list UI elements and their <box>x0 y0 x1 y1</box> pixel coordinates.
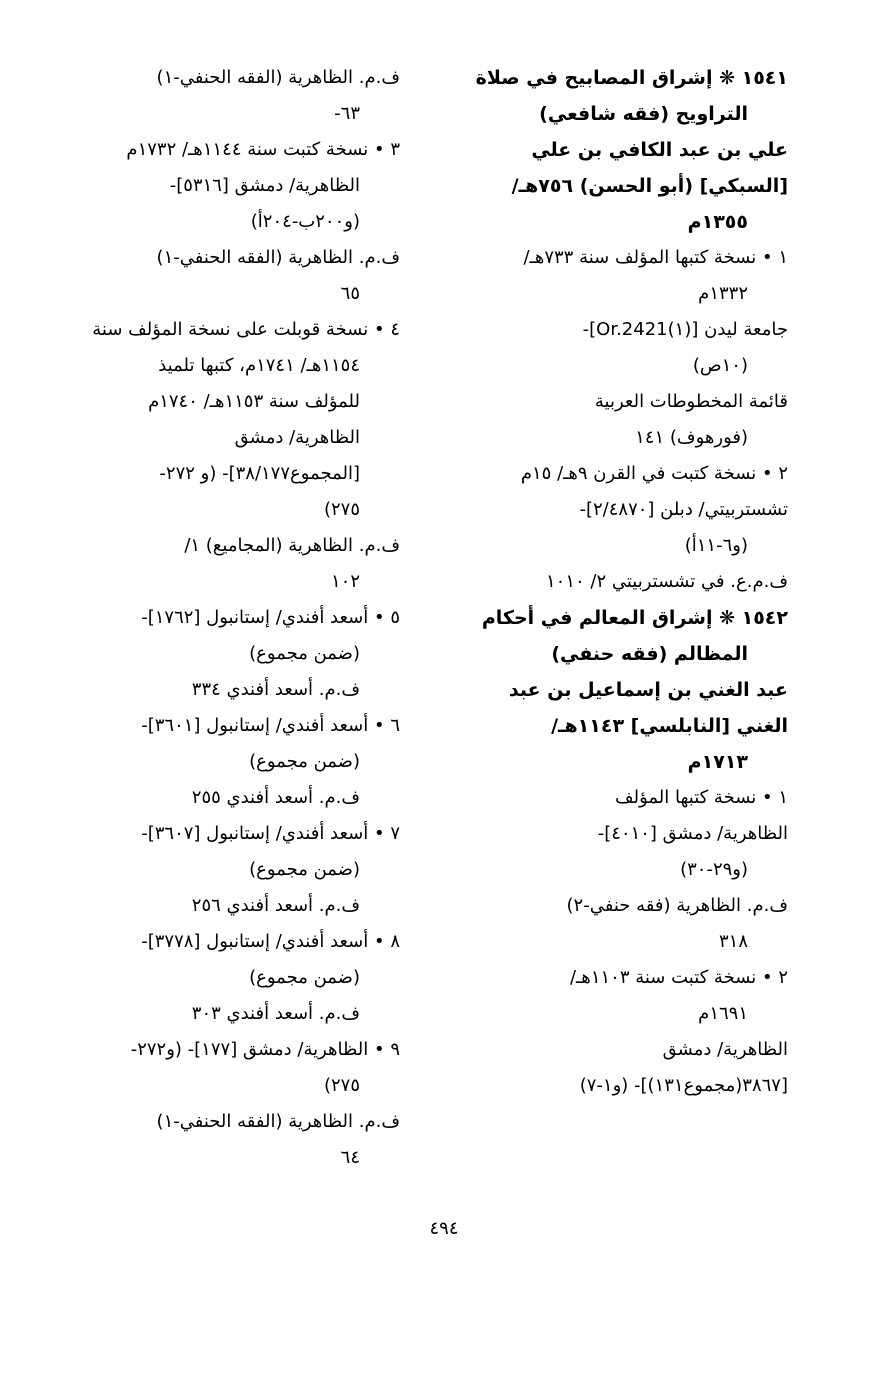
author-line: علي بن عبد الكافي بن علي <box>531 139 788 161</box>
copy-line: ف.م. الظاهرية (فقه حنفي-٢) <box>566 895 788 916</box>
copy-line: ٢ • نسخة كتبت سنة ١١٠٣هـ/ <box>569 967 788 988</box>
left-line: ٣ • نسخة كتبت سنة ١١٤٤هـ/ ١٧٣٢م <box>126 139 400 160</box>
left-line: ف.م. أسعد أفندي ٢٥٦ <box>191 895 360 916</box>
left-line: ف.م. أسعد أفندي ٢٥٥ <box>191 787 360 808</box>
page-number: ٤٩٤ <box>429 1218 459 1239</box>
copy-line: تشستربيتي/ دبلن [٢/٤٨٧٠]- <box>579 499 788 520</box>
left-line: [المجموع٣٨/١٧٧]- (و ٢٧٢- <box>159 463 360 484</box>
left-line: ٧ • أسعد أفندي/ إستانبول [٣٦٠٧]- <box>141 823 400 844</box>
left-line: ف.م. الظاهرية (المجاميع) ١/ <box>184 535 400 556</box>
right-column <box>446 60 788 1104</box>
copy-line: ١٦٩١م <box>698 1003 748 1024</box>
author-line: عبد الغني بن إسماعيل بن عبد <box>508 679 788 701</box>
copy-line: قائمة المخطوطات العربية <box>594 391 788 412</box>
copy-line: [٣٨٦٧(مجموع١٣١)]- (و١-٧) <box>579 1075 788 1096</box>
left-line: ف.م. الظاهرية (الفقه الحنفي-١) <box>156 1111 400 1132</box>
copy-line: ١ • نسخة كتبها المؤلف سنة ٧٣٣هـ/ <box>523 247 788 268</box>
left-line: ٩ • الظاهرية/ دمشق [١٧٧]- (و٢٧٢- <box>130 1039 400 1060</box>
author-line: ١٣٥٥م <box>687 211 748 233</box>
left-line: (و٢٠٠ب-٢٠٤أ) <box>250 211 360 232</box>
left-line: ٦ • أسعد أفندي/ إستانبول [٣٦٠١]- <box>141 715 400 736</box>
entry-title-line: التراويح (فقه شافعي) <box>539 103 748 125</box>
left-line: (ضمن مجموع) <box>249 751 360 772</box>
copy-line: الظاهرية/ دمشق [٤٠١٠]- <box>597 823 788 844</box>
author-line: [السبكي] (أبو الحسن) ٧٥٦هـ/ <box>511 175 788 197</box>
copy-line: (١٠ص) <box>692 355 748 376</box>
entry-title-line: ١٥٤٢ ❋ إشراق المعالم في أحكام <box>481 607 788 629</box>
left-line: ف.م. الظاهرية (الفقه الحنفي-١) <box>156 247 400 268</box>
left-line: ٥ • أسعد أفندي/ إستانبول [١٧٦٢]- <box>141 607 400 628</box>
copy-line: ١٣٣٢م <box>698 283 748 304</box>
left-line: (ضمن مجموع) <box>249 967 360 988</box>
left-line: ف.م. أسعد أفندي ٣٠٣ <box>191 1003 360 1024</box>
copy-line: ٢ • نسخة كتبت في القرن ٩هـ/ ١٥م <box>520 463 788 484</box>
left-line: (ضمن مجموع) <box>249 643 360 664</box>
copy-line: (فورهوف) ١٤١ <box>635 427 748 448</box>
left-line: ٢٧٥) <box>323 499 360 520</box>
copy-line: ٣١٨ <box>718 931 748 952</box>
left-line: ١١٥٤هـ/ ١٧٤١م، كتبها تلميذ <box>158 355 360 376</box>
entry-title-line: المظالم (فقه حنفي) <box>551 643 748 665</box>
left-line: ٦٤ <box>340 1147 360 1168</box>
left-column <box>80 60 400 1176</box>
copy-line: (و٦-١١أ) <box>684 535 748 556</box>
left-line: ٦٥ <box>340 283 360 304</box>
entry-title-line: ١٥٤١ ❋ إشراق المصابيح في صلاة <box>475 67 788 89</box>
left-line: الظاهرية/ دمشق [٥٣١٦]- <box>169 175 360 196</box>
copy-line: ف.م.ع. في تشستربيتي ٢/ ١٠١٠ <box>546 571 788 592</box>
left-line: ف.م. أسعد أفندي ٣٣٤ <box>191 679 360 700</box>
left-line: للمؤلف سنة ١١٥٣هـ/ ١٧٤٠م <box>148 391 360 412</box>
left-line: (ضمن مجموع) <box>249 859 360 880</box>
copy-line: الظاهرية/ دمشق <box>662 1039 788 1060</box>
left-line: ٤ • نسخة قوبلت على نسخة المؤلف سنة <box>92 319 400 340</box>
left-line: ٢٧٥) <box>323 1075 360 1096</box>
left-line: ف.م. الظاهرية (الفقه الحنفي-١) <box>156 67 400 88</box>
copy-line: جامعة ليدن [(١)Or.2421]- <box>582 319 788 340</box>
entry-1541 <box>446 60 788 600</box>
author-line: ١٧١٣م <box>687 751 748 773</box>
entry-1542 <box>446 600 788 1104</box>
left-line: ٦٣- <box>334 103 360 124</box>
left-line: الظاهرية/ دمشق <box>234 427 360 448</box>
left-line: ١٠٢ <box>330 571 360 592</box>
author-line: الغني [النابلسي] ١١٤٣هـ/ <box>551 715 788 737</box>
copy-line: ١ • نسخة كتبها المؤلف <box>614 787 788 808</box>
copy-line: (و٢٩-٣٠) <box>680 859 748 880</box>
left-line: ٨ • أسعد أفندي/ إستانبول [٣٧٧٨]- <box>141 931 400 952</box>
